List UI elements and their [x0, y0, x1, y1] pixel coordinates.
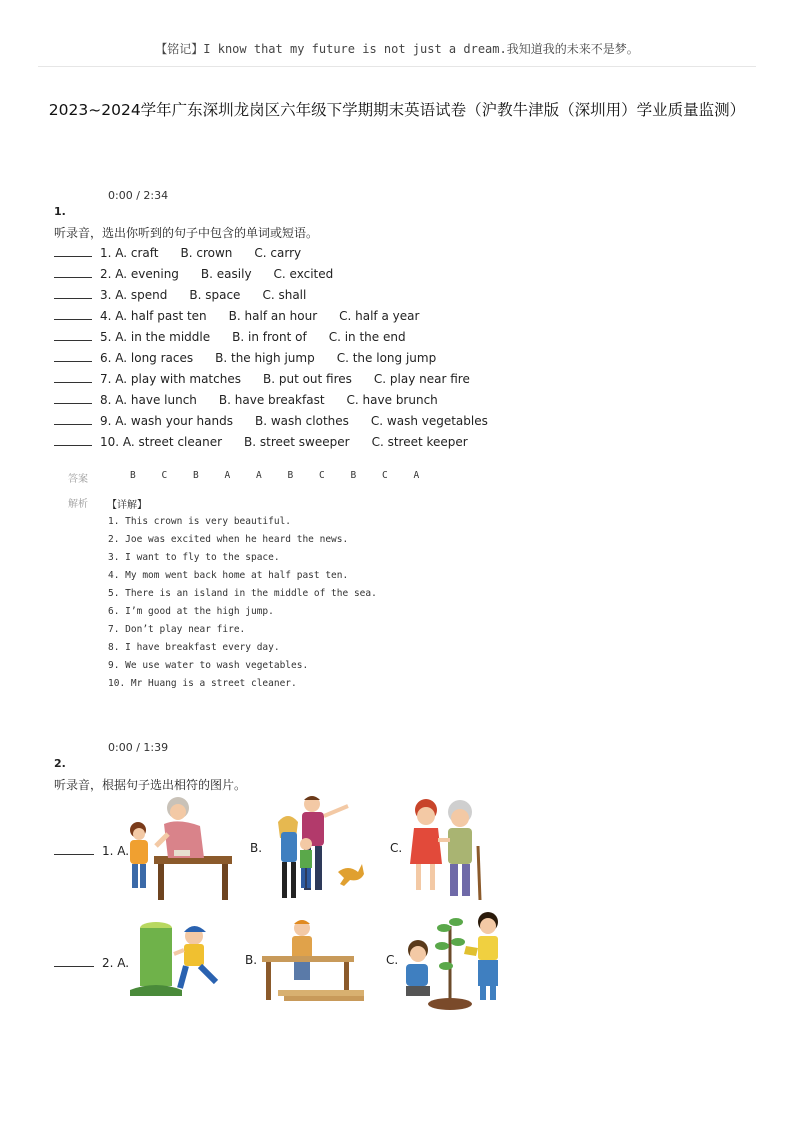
- option-b: B. crown: [180, 246, 233, 260]
- exam-title: 2023~2024学年广东深圳龙岗区六年级下学期期末英语试卷（沪教牛津版（深圳用）学业质量监测）: [48, 101, 746, 119]
- answer-blank[interactable]: [54, 369, 92, 383]
- option-c-label: C.: [386, 953, 399, 967]
- page-motto: 【铭记】I know that my future is not just a dream.我知道我的未来不是梦。: [155, 42, 639, 56]
- answer-value: C: [382, 470, 388, 481]
- option-b: B. space: [189, 288, 241, 302]
- option-a: 4. A. half past ten: [100, 309, 207, 323]
- option-c: C. street keeper: [371, 435, 468, 449]
- answer-blank[interactable]: [54, 432, 92, 446]
- option-c: C. shall: [262, 288, 307, 302]
- list-item: [54, 348, 488, 369]
- list-item: 5. There is an island in the middle of the sea.: [108, 588, 377, 599]
- answer-blank[interactable]: [54, 285, 92, 299]
- list-item: 8. I have breakfast every day.: [108, 642, 280, 653]
- list-item: 1. This crown is very beautiful.: [108, 516, 292, 527]
- option-a: 7. A. play with matches: [100, 372, 241, 386]
- option-a-label: 1. A.: [102, 844, 130, 858]
- list-item: 6. I’m good at the high jump.: [108, 606, 274, 617]
- option-a: 8. A. have lunch: [100, 393, 197, 407]
- list-item: 2. Joe was excited when he heard the news.: [108, 534, 349, 545]
- question-number: 2.: [54, 757, 66, 770]
- option-c: C. have brunch: [346, 393, 438, 407]
- answer-value: B: [193, 470, 199, 481]
- girl-helping-elderly-illustration[interactable]: [404, 796, 488, 904]
- answer-value: C: [319, 470, 325, 481]
- list-item: [54, 285, 488, 306]
- list-item: 7. Don’t play near fire.: [108, 624, 246, 635]
- list-item: [54, 432, 488, 453]
- option-b: B. the high jump: [215, 351, 315, 365]
- question-instruction: 听录音，选出你听到的句子中包含的单词或短语。: [54, 226, 319, 240]
- explanation-list: [108, 513, 377, 693]
- option-c: C. in the end: [328, 330, 406, 344]
- answer-value: B: [287, 470, 294, 481]
- option-b: B. in front of: [232, 330, 307, 344]
- family-with-dog-illustration[interactable]: [266, 794, 374, 906]
- option-b: B. wash clothes: [254, 414, 349, 428]
- answer-value: A: [256, 470, 262, 481]
- picture-row: [54, 841, 129, 858]
- audio-player-time[interactable]: 0:00 / 1:39: [108, 741, 169, 754]
- answer-blank[interactable]: [54, 243, 92, 257]
- list-item: [54, 411, 488, 432]
- list-item: 3. I want to fly to the space.: [108, 552, 280, 563]
- option-b: B. easily: [200, 267, 252, 281]
- answer-blank[interactable]: [54, 411, 92, 425]
- list-item: 9. We use water to wash vegetables.: [108, 660, 309, 671]
- list-item: [54, 306, 488, 327]
- audio-player-time[interactable]: 0:00 / 2:34: [108, 189, 169, 202]
- option-c: C. carry: [254, 246, 302, 260]
- option-a: 2. A. evening: [100, 267, 179, 281]
- answer-blank[interactable]: [54, 953, 94, 967]
- option-c: C. half a year: [339, 309, 420, 323]
- answer-value: C: [161, 470, 168, 481]
- option-b: B. street sweeper: [244, 435, 350, 449]
- option-b: B. have breakfast: [218, 393, 325, 407]
- answer-value: A: [224, 470, 231, 481]
- planting-tree-illustration[interactable]: [400, 906, 514, 1018]
- option-a: 5. A. in the middle: [100, 330, 211, 344]
- answer-blank[interactable]: [54, 264, 92, 278]
- option-c: C. wash vegetables: [370, 414, 488, 428]
- answer-label: 答案: [68, 474, 88, 485]
- family-at-table-illustration[interactable]: [126, 794, 234, 902]
- option-a: 10. A. street cleaner: [100, 435, 223, 449]
- explanation-heading: 【详解】: [107, 500, 147, 511]
- question-number: 1.: [54, 205, 66, 218]
- option-b: B. put out fires: [262, 372, 352, 386]
- answer-blank[interactable]: [54, 327, 92, 341]
- list-item: 10. Mr Huang is a street cleaner.: [108, 678, 297, 689]
- option-c: C. excited: [273, 267, 334, 281]
- option-c-label: C.: [390, 841, 403, 855]
- option-a: 6. A. long races: [100, 351, 194, 365]
- list-item: [54, 243, 488, 264]
- option-a: 3. A. spend: [100, 288, 168, 302]
- list-item: [54, 390, 488, 411]
- answer-blank[interactable]: [54, 841, 94, 855]
- carpenter-workbench-illustration[interactable]: [258, 916, 368, 1004]
- option-b: B. half an hour: [228, 309, 318, 323]
- picture-row: [54, 953, 129, 970]
- option-c: C. the long jump: [336, 351, 437, 365]
- header-divider: [38, 66, 756, 67]
- answer-value: A: [413, 470, 420, 481]
- answer-value: B: [350, 470, 357, 481]
- tree-stump-illustration[interactable]: [126, 918, 230, 1000]
- answer-value: B: [130, 470, 136, 481]
- answer-blank[interactable]: [54, 306, 92, 320]
- list-item: [54, 369, 488, 390]
- answer-key: [130, 470, 445, 481]
- explanation-label: 解析: [68, 499, 88, 510]
- option-b-label: B.: [250, 841, 263, 855]
- option-a: 1. A. craft: [100, 246, 159, 260]
- list-item: 4. My mom went back home at half past ten.: [108, 570, 349, 581]
- option-c: C. play near fire: [373, 372, 470, 386]
- answer-blank[interactable]: [54, 390, 92, 404]
- option-a: 9. A. wash your hands: [100, 414, 233, 428]
- option-b-label: B.: [245, 953, 258, 967]
- list-item: [54, 264, 488, 285]
- answer-blank[interactable]: [54, 348, 92, 362]
- list-item: [54, 327, 488, 348]
- option-list: [54, 243, 488, 453]
- option-a-label: 2. A.: [102, 956, 130, 970]
- question-instruction: 听录音，根据句子选出相符的图片。: [54, 778, 247, 792]
